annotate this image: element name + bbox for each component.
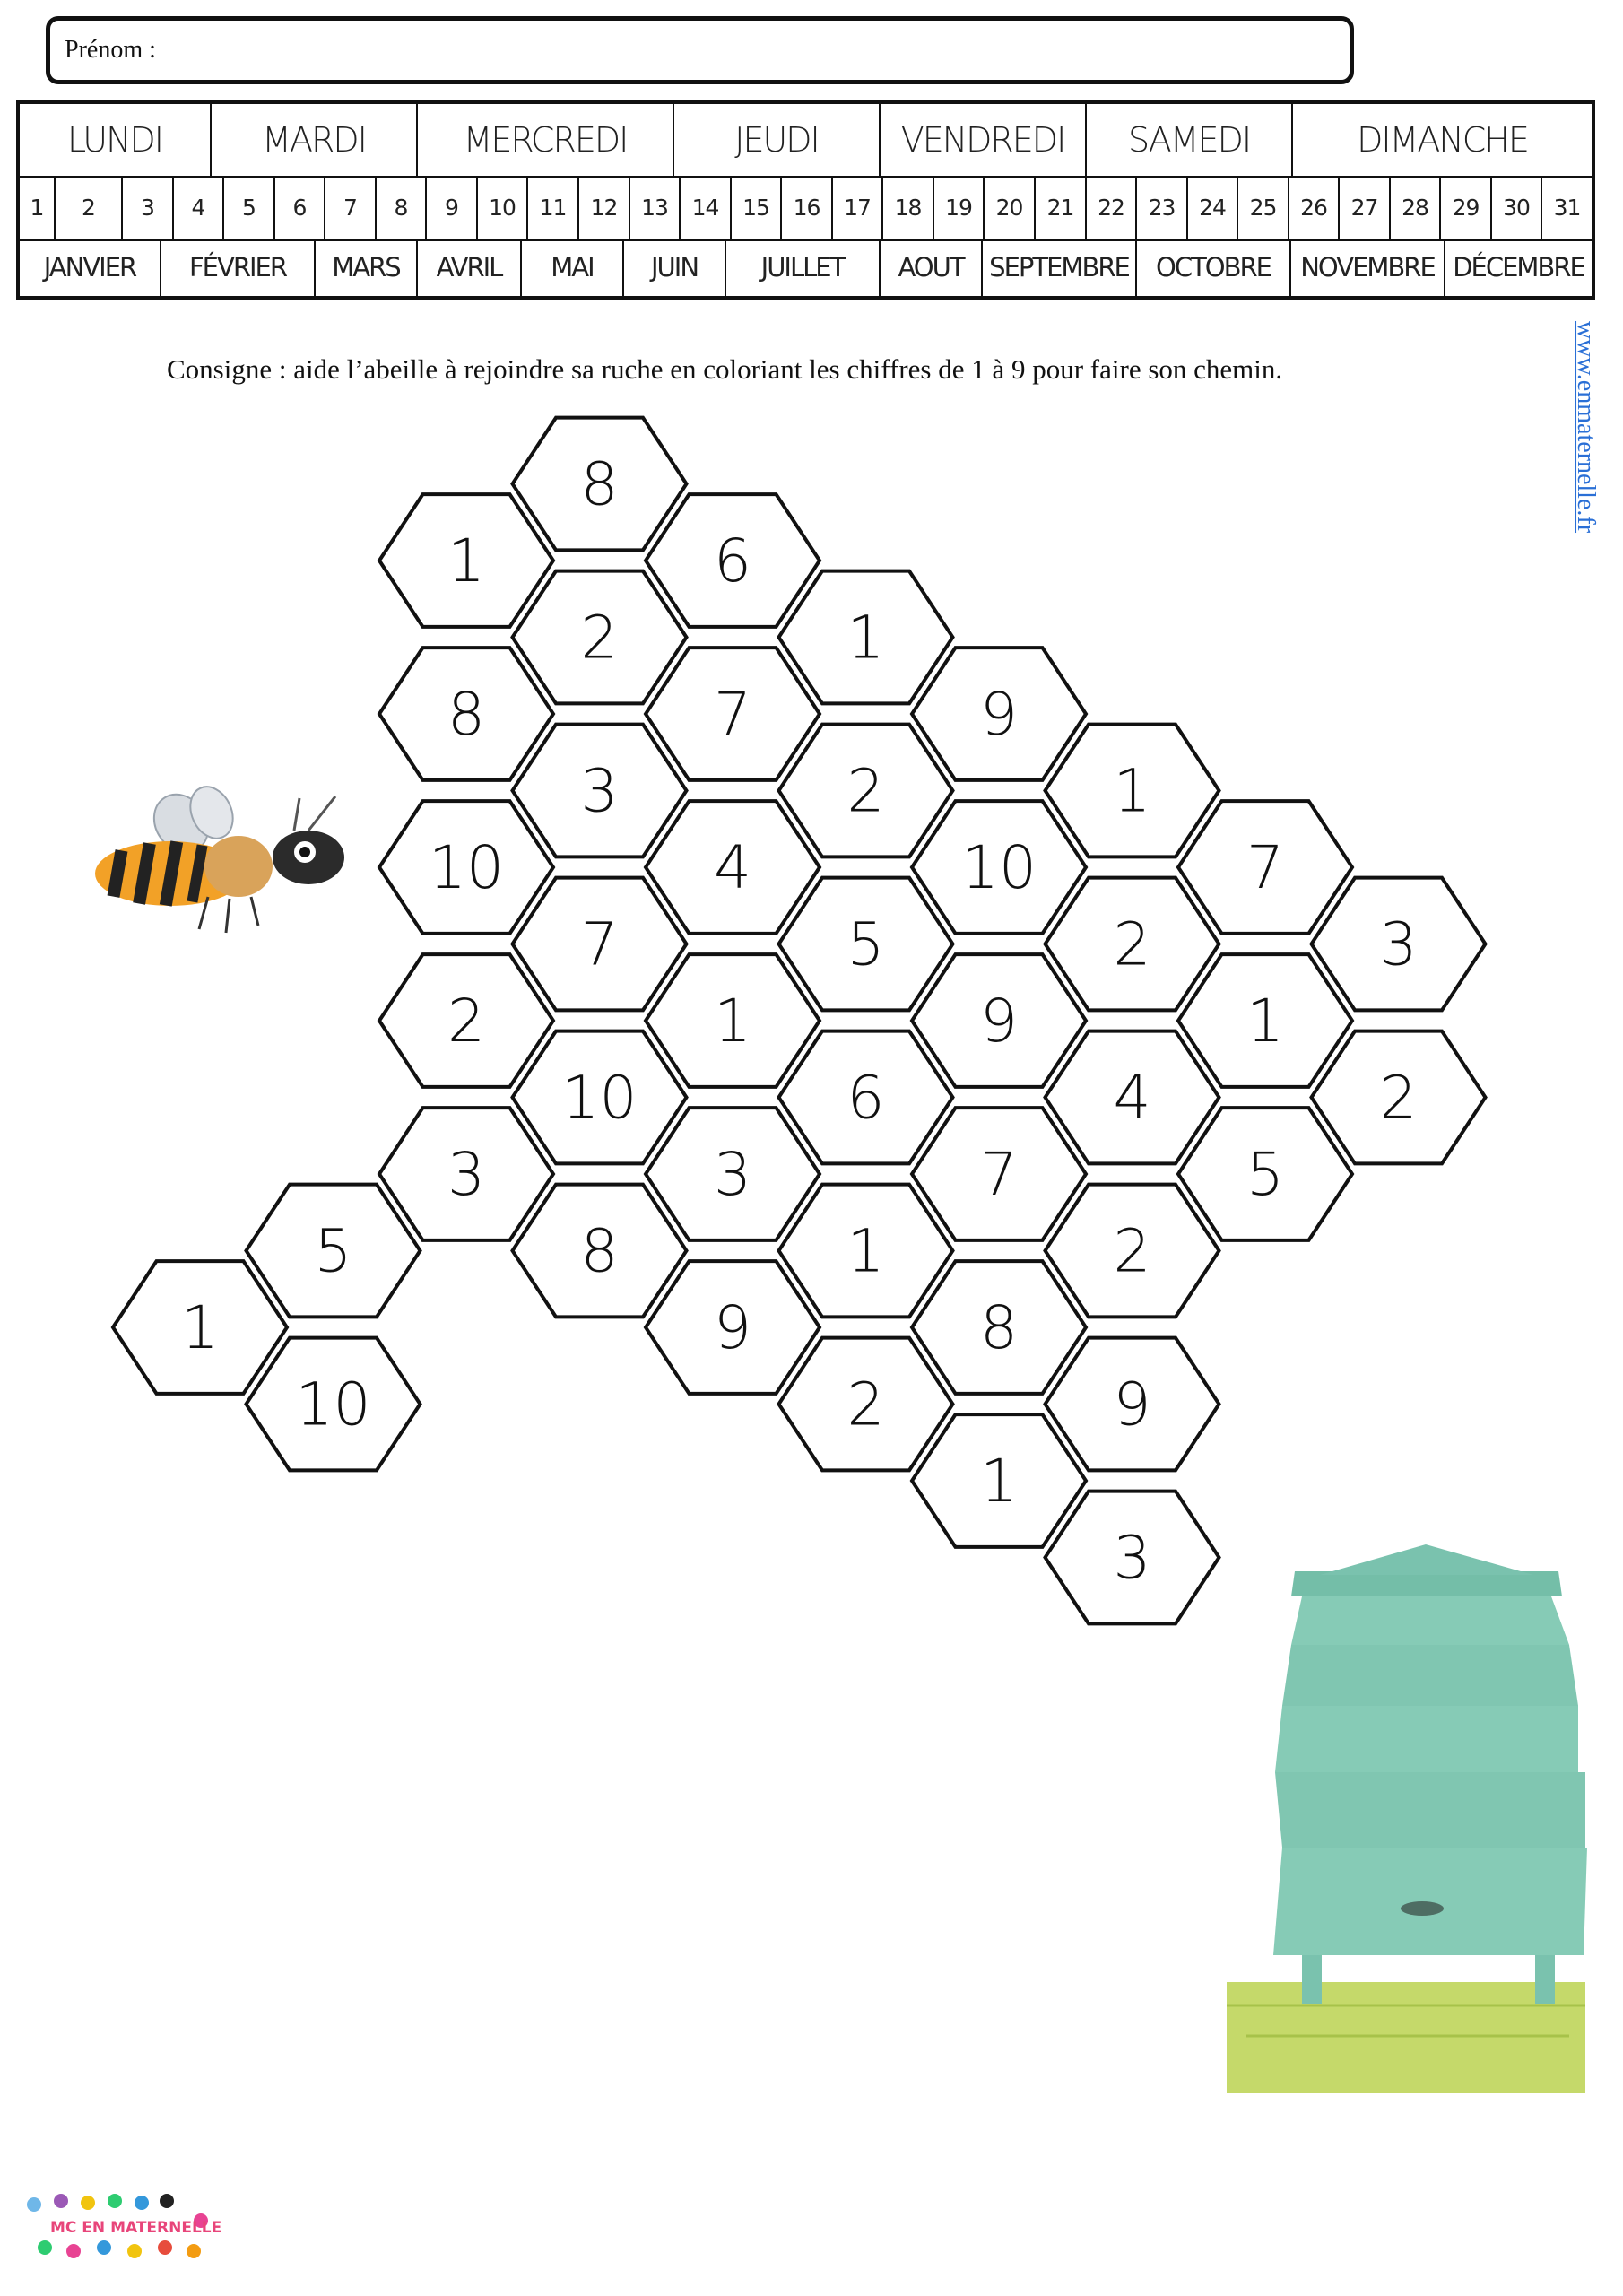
maze-cell[interactable] (247, 1185, 421, 1318)
maze-cell-number: 8 (580, 449, 619, 519)
maze-cell-number: 2 (846, 756, 885, 826)
name-label: Prénom : (65, 36, 156, 64)
maze-cell-number: 5 (1246, 1140, 1284, 1209)
maze-cell[interactable] (513, 1031, 687, 1164)
maze-cell[interactable] (779, 725, 953, 857)
maze-cell-number: 10 (429, 833, 504, 902)
calendar-date: 10 (476, 176, 526, 239)
maze-cell[interactable] (646, 1108, 820, 1240)
calendar-month: AVRIL (416, 239, 520, 296)
calendar-date: 5 (222, 176, 273, 239)
maze-cell-number: 7 (580, 909, 619, 979)
calendar-day: VENDREDI (879, 104, 1085, 176)
calendar-month: MAI (520, 239, 622, 296)
maze-cell-number: 4 (714, 833, 751, 902)
calendar-date: 25 (1237, 176, 1288, 239)
maze-cell[interactable] (912, 801, 1086, 934)
calendar-date: 8 (375, 176, 425, 239)
maze-cell[interactable] (779, 1031, 953, 1164)
maze-cell[interactable] (513, 1185, 687, 1318)
calendar-day: JEUDI (673, 104, 879, 176)
maze-cell-number: 1 (181, 1293, 219, 1362)
maze-cell-number: 1 (846, 1216, 885, 1286)
maze-cell[interactable] (379, 801, 553, 934)
maze-cell[interactable] (912, 1414, 1086, 1547)
calendar-date: 28 (1389, 176, 1439, 239)
maze-cell[interactable] (1178, 1108, 1352, 1240)
calendar-month: OCTOBRE (1135, 239, 1289, 296)
calendar-date: 24 (1186, 176, 1237, 239)
calendar-date: 31 (1541, 176, 1592, 239)
beehive-illustration (1227, 1544, 1587, 2093)
maze-cell[interactable] (1046, 1338, 1219, 1471)
maze-cell[interactable] (513, 725, 687, 857)
calendar-date: 14 (679, 176, 730, 239)
maze-cell-number: 5 (314, 1216, 352, 1286)
maze-cell-number: 7 (980, 1140, 1018, 1209)
calendar-day: DIMANCHE (1291, 104, 1592, 176)
maze-cells (113, 418, 1486, 1624)
calendar-date: 29 (1439, 176, 1490, 239)
calendar-date: 19 (933, 176, 983, 239)
calendar-month: JUIN (622, 239, 725, 296)
maze-cell[interactable] (646, 801, 820, 934)
maze-cell-number: 3 (1113, 1523, 1151, 1593)
maze-cell[interactable] (779, 878, 953, 1011)
calendar-month: DÉCEMBRE (1444, 239, 1592, 296)
maze-cell[interactable] (779, 571, 953, 704)
calendar-date: 4 (172, 176, 222, 239)
calendar-day: MERCREDI (416, 104, 673, 176)
maze-cell-number: 9 (980, 680, 1018, 749)
calendar-date: 6 (273, 176, 324, 239)
calendar-date: 21 (1034, 176, 1085, 239)
maze-cell[interactable] (1046, 1031, 1219, 1164)
calendar-date: 9 (425, 176, 476, 239)
maze-cell-number: 5 (846, 909, 885, 979)
calendar-date: 1 (30, 194, 44, 221)
maze-cell[interactable] (513, 571, 687, 704)
calendar-day: SAMEDI (1085, 104, 1291, 176)
calendar-date: 20 (983, 176, 1034, 239)
maze-cell-number: 2 (1379, 1063, 1418, 1133)
maze-cell[interactable] (779, 1185, 953, 1318)
maze-cell-number: 4 (1113, 1063, 1151, 1133)
maze-cell[interactable] (1312, 878, 1486, 1011)
maze-cell[interactable] (779, 1338, 953, 1471)
maze-cell[interactable] (113, 1261, 287, 1394)
calendar-date: 2 (54, 176, 121, 239)
maze-cell-number: 2 (1113, 909, 1151, 979)
calendar-day: MARDI (210, 104, 416, 176)
maze-cell-number: 6 (846, 1063, 885, 1133)
logo-text: MC EN MATERNELLE (50, 2219, 222, 2237)
calendar-date: 30 (1490, 176, 1541, 239)
maze-cell-number: 2 (580, 603, 619, 673)
maze-cell-number: 1 (846, 603, 885, 673)
maze-cell-number: 1 (714, 987, 751, 1056)
maze-cell-number: 1 (980, 1447, 1018, 1516)
maze-cell-number: 8 (980, 1293, 1018, 1362)
calendar-date: 23 (1135, 176, 1186, 239)
maze-cell[interactable] (513, 418, 687, 551)
maze-cell-number: 2 (1113, 1216, 1151, 1286)
maze-cell-number: 6 (714, 526, 751, 596)
calendar-date: 18 (881, 176, 933, 239)
calendar-date: 15 (730, 176, 780, 239)
calendar-date: 3 (121, 176, 172, 239)
calendar-month: SEPTEMBRE (981, 239, 1135, 296)
maze-cell[interactable] (912, 954, 1086, 1087)
maze-cell-number: 2 (447, 987, 485, 1056)
maze-cell[interactable] (247, 1338, 421, 1471)
maze-cell-number: 9 (1113, 1370, 1151, 1439)
calendar-month: FÉVRIER (160, 239, 314, 296)
maze-cell[interactable] (1046, 1492, 1219, 1624)
maze-cell[interactable] (1178, 801, 1352, 934)
maze-cell[interactable] (646, 954, 820, 1087)
maze-cell-number: 7 (1246, 833, 1284, 902)
calendar-month: JANVIER (43, 252, 136, 283)
calendar-month: JUILLET (725, 239, 879, 296)
maze-cell[interactable] (379, 494, 553, 627)
maze-cell[interactable] (912, 1261, 1086, 1394)
maze-cell-number: 7 (714, 680, 751, 749)
instruction-text: Consigne : aide l’abeille à rejoindre sa ruche en coloriant les chiffres de 1 à 9 pour faire son chemin. (167, 353, 1283, 385)
calendar-date: 26 (1288, 176, 1338, 239)
maze-cell-number: 10 (295, 1370, 371, 1439)
bee-illustration (95, 780, 344, 933)
maze-cell[interactable] (1046, 725, 1219, 857)
calendar-date: 13 (629, 176, 679, 239)
website-link-text: www.enmaternelle.fr (1572, 320, 1601, 534)
maze-cell[interactable] (513, 878, 687, 1011)
maze-cell[interactable] (912, 1108, 1086, 1240)
calendar-month: MARS (314, 239, 416, 296)
maze-cell[interactable] (646, 648, 820, 780)
calendar-date: 7 (324, 176, 375, 239)
maze-cell-number: 10 (961, 833, 1037, 902)
maze-cell-number: 3 (714, 1140, 751, 1209)
calendar-date: 16 (780, 176, 831, 239)
maze-cell-number: 3 (447, 1140, 485, 1209)
calendar-date: 17 (831, 176, 881, 239)
maze-cell-number: 2 (846, 1370, 885, 1439)
maze-cell-number: 8 (447, 680, 485, 749)
maze-cell-number: 1 (1113, 756, 1151, 826)
maze-cell-number: 8 (580, 1216, 619, 1286)
maze-cell[interactable] (912, 648, 1086, 780)
maze-cell[interactable] (1046, 1185, 1219, 1318)
calendar-date: 11 (526, 176, 577, 239)
maze-cell-number: 9 (714, 1293, 751, 1362)
calendar-month: AOUT (879, 239, 981, 296)
maze-cell[interactable] (646, 1261, 820, 1394)
calendar-date: 22 (1085, 176, 1135, 239)
maze-cell[interactable] (379, 954, 553, 1087)
maze-cell-number: 9 (980, 987, 1018, 1056)
maze-cell[interactable] (1312, 1031, 1486, 1164)
maze-cell[interactable] (1046, 878, 1219, 1011)
calendar-date: 27 (1338, 176, 1389, 239)
maze-cell[interactable] (646, 494, 820, 627)
maze-cell[interactable] (379, 648, 553, 780)
calendar-date: 12 (577, 176, 629, 239)
maze-cell[interactable] (1178, 954, 1352, 1087)
maze-cell-number: 3 (580, 756, 619, 826)
maze-cell-number: 1 (447, 526, 485, 596)
maze-cell-number: 10 (561, 1063, 638, 1133)
logo (18, 2194, 244, 2262)
calendar-month: NOVEMBRE (1289, 239, 1444, 296)
maze-cell-number: 1 (1246, 987, 1284, 1056)
calendar-day: LUNDI (67, 120, 162, 160)
maze-cell[interactable] (379, 1108, 553, 1240)
maze-cell-number: 3 (1379, 909, 1418, 979)
